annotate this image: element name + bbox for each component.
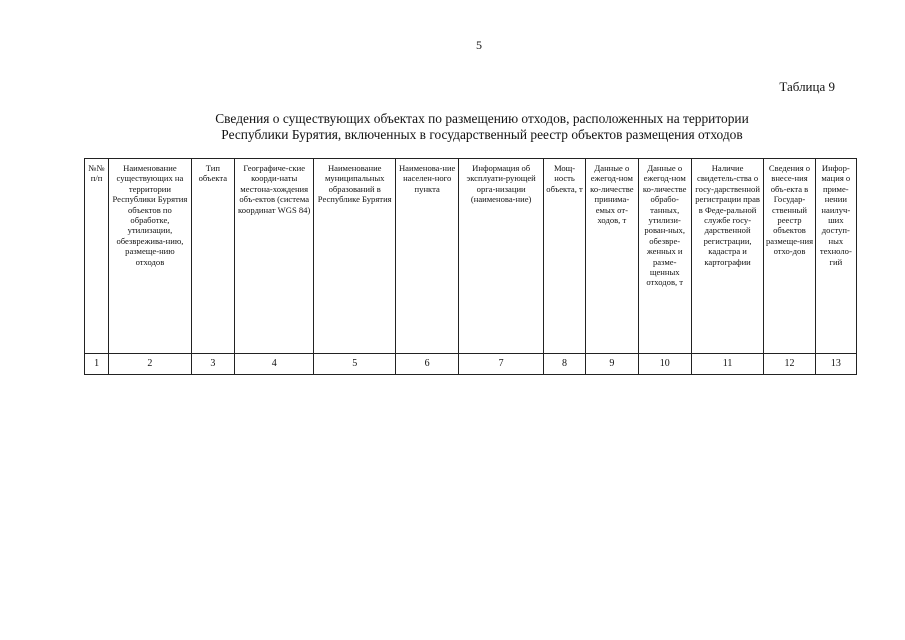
table-label: Таблица 9 — [779, 79, 835, 94]
header-cell-capacity: Мощ-ность объекта, т — [543, 159, 585, 354]
header-cell-operator: Информация об эксплуати-рующей орга-низации (наименова-ние) — [459, 159, 544, 354]
header-cell-number: №№ п/п — [85, 159, 109, 354]
table-header-row — [85, 159, 857, 354]
column-number-cell: 9 — [586, 354, 638, 375]
header-cell-received-waste: Данные о ежегод-ном ко-личестве принима-емых от-ходов, т — [586, 159, 638, 354]
header-cell-processed-waste: Данные о ежегод-ном ко-личестве обрабо-танных, утилизи-рован-ных, обезвре-женных и разме-щенных отходов, т — [638, 159, 691, 354]
column-number-cell: 11 — [691, 354, 763, 375]
column-number-cell: 12 — [764, 354, 815, 375]
column-number-cell: 1 — [85, 354, 109, 375]
header-cell-registration-certificate: Наличие свидетель-ства о госу-дарственной регистрации прав в Феде-ральной службе госу-дарственной регистрации, кадастра и картографии — [691, 159, 763, 354]
column-number-cell: 2 — [109, 354, 192, 375]
header-cell-municipality: Наименование муниципальных образований в Республике Бурятия — [314, 159, 396, 354]
header-cell-object-type: Тип объекта — [191, 159, 234, 354]
waste-objects-table — [84, 158, 857, 375]
column-number-cell: 13 — [815, 354, 856, 375]
document-title-line-1: Сведения о существующих объектах по размещению отходов, расположенных на территории — [215, 111, 749, 126]
column-number-cell: 10 — [638, 354, 691, 375]
column-number-cell: 8 — [543, 354, 585, 375]
column-number-cell: 4 — [234, 354, 314, 375]
table-column-number-row — [85, 354, 857, 375]
column-number-cell: 7 — [459, 354, 544, 375]
page-number: 5 — [476, 38, 482, 52]
column-number-cell: 3 — [191, 354, 234, 375]
document-title-line-2: Республики Бурятия, включенных в государственный реестр объектов размещения отходов — [221, 127, 743, 142]
column-number-cell: 5 — [314, 354, 396, 375]
document-title — [112, 111, 852, 143]
header-cell-coordinates: Географиче-ские коорди-наты местона-хождения объ-ектов (система координат WGS 84) — [234, 159, 314, 354]
column-number-cell: 6 — [395, 354, 458, 375]
header-cell-settlement: Наименова-ние населен-ного пункта — [395, 159, 458, 354]
header-cell-best-technologies: Инфор-мация о приме-нении наилуч-ших доступ-ных техноло-гий — [815, 159, 856, 354]
header-cell-object-name: Наименование существующих на территории Республики Бурятия объектов по обработке, утилизации, обезврежива-нию, размеще-нию отходов — [109, 159, 192, 354]
header-cell-state-registry: Сведения о внесе-ния объ-екта в Государ-ственный реестр объектов размеще-ния отхо-дов — [764, 159, 815, 354]
